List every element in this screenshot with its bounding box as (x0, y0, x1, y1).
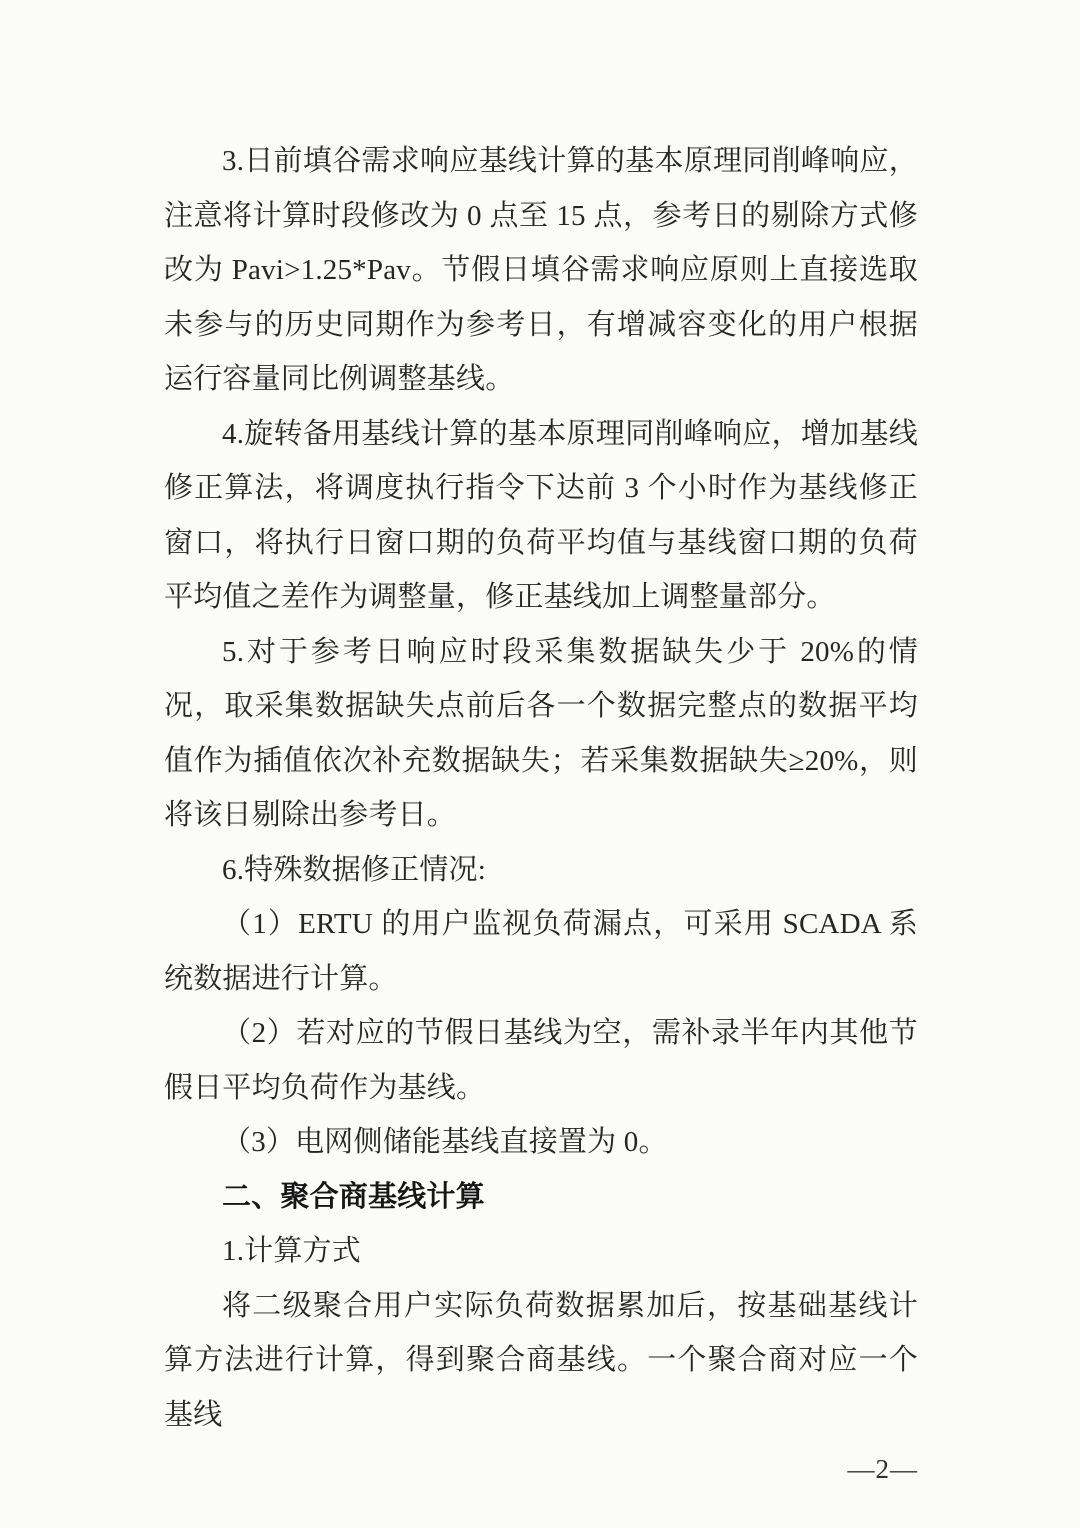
paragraph-sub-item-grid-side-storage: （3）电网侧储能基线直接置为 0。 (222, 1126, 668, 1158)
paragraph-aggregator-baseline-body: 将二级聚合用户实际负荷数据累加后，按基础基线计算方法进行计算，得到聚合商基线。一个聚合商对应一个基线 (164, 1289, 918, 1431)
document-body (164, 134, 918, 1497)
paragraph-calculation-method-label: 1.计算方式 (222, 1235, 361, 1267)
paragraph-sub-item-ertu-scada: （1）ERTU 的用户监视负荷漏点，可采用 SCADA 系统数据进行计算。 (164, 908, 918, 995)
section-heading-aggregator-baseline: 二、聚合商基线计算 (222, 1180, 485, 1213)
page-number: —2— (847, 1454, 918, 1484)
paragraph-day-ahead-valley-filling-baseline: 3.日前填谷需求响应基线计算的基本原理同削峰响应，注意将计算时段修改为 0 点至 15 点，参考日的剔除方式修改为 Pavi>1.25*Pav。节假日填谷需求响应原则上直接选取未参与的历史同期作为参考日，有增减容变化的用户根据运行容量同比例调整基线。 (164, 145, 918, 395)
paragraph-missing-data-handling: 5.对于参考日响应时段采集数据缺失少于 20%的情况，取采集数据缺失点前后各一个数据完整点的数据平均值作为插值依次补充数据缺失；若采集数据缺失≥20%，则将该日剔除出参考日。 (164, 635, 918, 831)
paragraph-sub-item-holiday-baseline-empty: （2）若对应的节假日基线为空，需补录半年内其他节假日平均负荷作为基线。 (164, 1017, 918, 1104)
paragraph-special-data-correction: 6.特殊数据修正情况: (222, 853, 487, 886)
paragraph-spinning-reserve-baseline: 4.旋转备用基线计算的基本原理同削峰响应，增加基线修正算法，将调度执行指令下达前 3 个小时作为基线修正窗口，将执行日窗口期的负荷平均值与基线窗口期的负荷平均值之差作为调整量，修正基线加上调整量部分。 (164, 417, 918, 613)
